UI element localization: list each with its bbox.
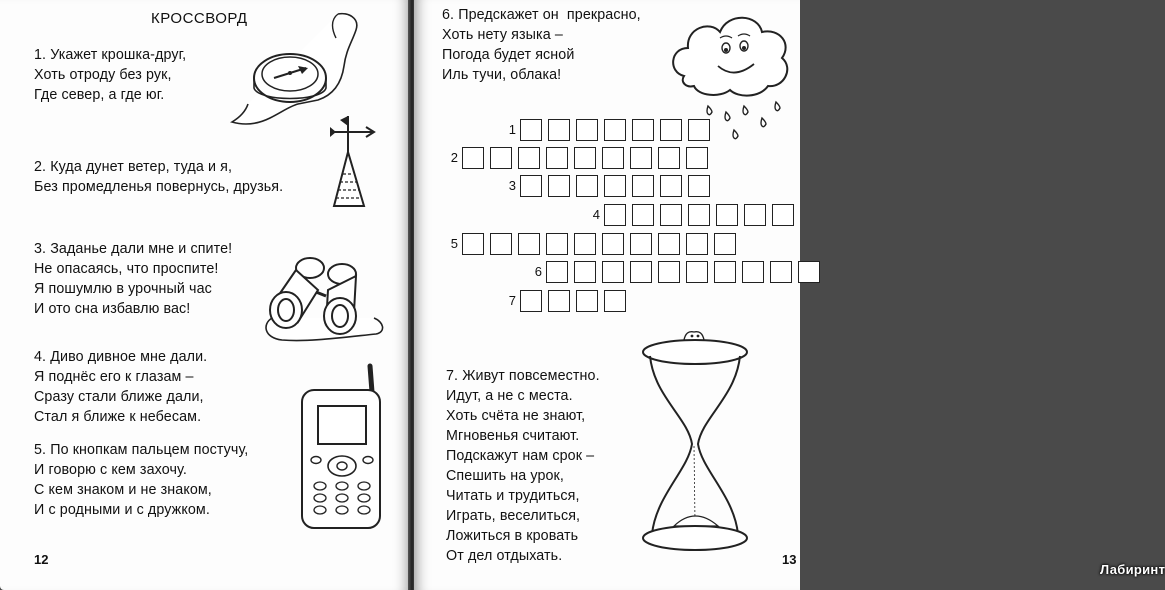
crossword-cell[interactable] [716,204,738,226]
crossword-cell[interactable] [688,175,710,197]
crossword-cell[interactable] [658,261,680,283]
crossword-row-label-4: 4 [592,207,600,222]
crossword-cell[interactable] [604,175,626,197]
mobile-phone-icon [298,362,384,532]
alarm-clock-icon [258,252,388,344]
crossword-cell[interactable] [548,119,570,141]
right-page [414,0,1165,590]
crossword-cell[interactable] [462,147,484,169]
riddle-6-text: 6. Предскажет он прекрасно, Хоть нету языка – Погода будет ясной Иль тучи, облака! [442,7,641,83]
crossword-cell[interactable] [520,175,542,197]
page-number-right: 13 [782,552,797,567]
crossword-cell[interactable] [714,261,736,283]
crossword-row-label-6: 6 [534,264,542,279]
riddle-7-text: 7. Живут повсеместно. Идут, а не с места. Хоть счёта не знают, Мгновенья считают. Подскажут нам срок – Спешить на урок, Читать и трудиться, Играть, веселиться, Ложиться в кровать От дел отдыхать. [446,368,600,564]
crossword-cell[interactable] [770,261,792,283]
crossword-cell[interactable] [744,204,766,226]
crossword-cell[interactable] [688,204,710,226]
crossword-cell[interactable] [602,233,624,255]
riddle-5-text: 5. По кнопкам пальцем постучу, И говорю с кем захочу. С кем знаком и не знаком, И с родными и с дружком. [34,442,249,518]
crossword-cell[interactable] [604,290,626,312]
weathervane-icon [326,112,376,212]
crossword-cell[interactable] [574,233,596,255]
crossword-row-label-5: 5 [450,236,458,251]
page-title: КРОССВОРД [151,10,248,27]
crossword-cell[interactable] [660,175,682,197]
crossword-cell[interactable] [576,119,598,141]
crossword-cell[interactable] [602,147,624,169]
crossword-cell[interactable] [490,147,512,169]
crossword-cell[interactable] [546,261,568,283]
crossword-cell[interactable] [518,233,540,255]
crossword-cell[interactable] [632,175,654,197]
crossword-cell[interactable] [548,290,570,312]
crossword-row-label-1: 1 [508,122,516,137]
crossword-cell[interactable] [546,233,568,255]
crossword-cell[interactable] [574,147,596,169]
crossword-cell[interactable] [490,233,512,255]
crossword-cell[interactable] [772,204,794,226]
crossword-cell[interactable] [604,119,626,141]
crossword-cell[interactable] [714,233,736,255]
riddle-1-text: 1. Укажет крошка-друг, Хоть отроду без рук, Где север, а где юг. [34,47,187,103]
crossword-cell[interactable] [686,261,708,283]
crossword-cell[interactable] [576,290,598,312]
crossword-cell[interactable] [660,204,682,226]
riddle-4-text: 4. Диво дивное мне дали. Я поднёс его к глазам – Сразу стали ближе дали, Стал я ближе к небесам. [34,349,208,425]
crossword-cell[interactable] [686,233,708,255]
crossword-cell[interactable] [630,233,652,255]
crossword-row-label-2: 2 [450,150,458,165]
labirint-watermark: Лабиринт [1100,562,1165,577]
crossword-cell[interactable] [574,261,596,283]
crossword-cell[interactable] [658,147,680,169]
crossword-cell[interactable] [798,261,820,283]
cloud-icon [664,6,794,146]
crossword-cell[interactable] [658,233,680,255]
crossword-cell[interactable] [742,261,764,283]
riddle-3-text: 3. Заданье дали мне и спите! Не опасаясь, что проспите! Я пошумлю в урочный час И ото сна избавлю вас! [34,241,233,317]
crossword-cell[interactable] [630,261,652,283]
crossword-cell[interactable] [686,147,708,169]
crossword-cell[interactable] [630,147,652,169]
crossword-row-label-3: 3 [508,178,516,193]
crossword-cell[interactable] [518,147,540,169]
crossword-cell[interactable] [548,175,570,197]
crossword-cell[interactable] [602,261,624,283]
crossword-cell[interactable] [632,204,654,226]
crossword-cell[interactable] [632,119,654,141]
crossword-cell[interactable] [576,175,598,197]
left-page [0,0,410,590]
crossword-cell[interactable] [462,233,484,255]
crossword-row-label-7: 7 [508,293,516,308]
riddle-2-text: 2. Куда дунет ветер, туда и я, Без промедленья повернусь, друзья. [34,159,284,195]
crossword-cell[interactable] [520,119,542,141]
crossword-cell[interactable] [546,147,568,169]
crossword-cell[interactable] [520,290,542,312]
hourglass-icon [640,326,750,556]
page-number-left: 12 [34,552,49,567]
crossword-cell[interactable] [604,204,626,226]
